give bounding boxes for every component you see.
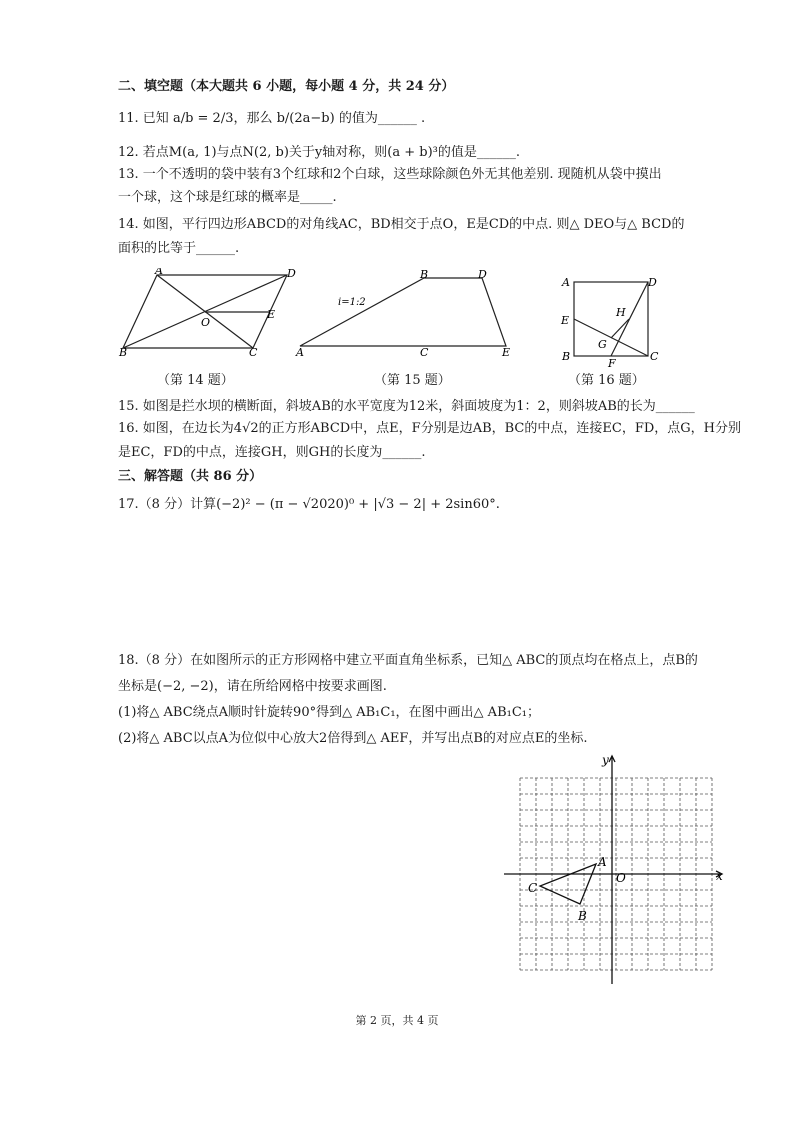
label-C: C xyxy=(420,346,429,359)
question-11: 11. 已知 a/b = 2/3，那么 b/(2a−b) 的值为______ . xyxy=(118,111,426,126)
section-2-title: 二、填空题（本大题共 6 小题，每小题 4 分，共 24 分） xyxy=(118,79,455,94)
question-18-part-1: (1)将△ ABC绕点A顺时针旋转90°得到△ AB₁C₁，在图中画出△ AB₁C₁； xyxy=(118,705,540,720)
point-B-label: B xyxy=(578,909,587,923)
question-14-line-1: 14. 如图，平行四边形ABCD的对角线AC，BD相交于点O，E是CD的中点. 则△ DEO与△ BCD的 xyxy=(118,217,685,232)
y-axis-label: y xyxy=(602,753,609,767)
label-D: D xyxy=(648,276,657,289)
figure-14 xyxy=(115,268,300,364)
figure-16-caption: （第 16 题） xyxy=(568,373,645,388)
point-C-label: C xyxy=(528,881,538,895)
question-18-line-2: 坐标是(−2, −2)，请在所给网格中按要求画图. xyxy=(118,679,387,694)
label-G: G xyxy=(598,338,607,351)
point-A-label: A xyxy=(598,855,607,869)
slope-label: i=1:2 xyxy=(338,297,366,308)
label-E: E xyxy=(267,308,276,321)
x-axis-label: x xyxy=(716,869,723,883)
label-O: O xyxy=(201,316,211,329)
label-A: A xyxy=(296,346,304,359)
question-16-line-2: 是EC，FD的中点，连接GH，则GH的长度为______. xyxy=(118,445,426,460)
question-13-line-2: 一个球，这个球是红球的概率是_____. xyxy=(118,190,337,205)
section-3-title: 三、解答题（共 86 分） xyxy=(118,469,263,484)
label-B: B xyxy=(420,268,429,281)
label-C: C xyxy=(650,350,659,363)
figure-14-caption: （第 14 题） xyxy=(157,373,234,388)
label-E: E xyxy=(502,346,511,359)
label-D: D xyxy=(287,268,296,280)
figure-16 xyxy=(558,268,668,372)
question-13-line-1: 13. 一个不透明的袋中装有3个红球和2个白球，这些球除颜色外无其他差别. 现随机从袋中摸出 xyxy=(118,167,662,182)
origin-label: O xyxy=(616,871,626,885)
label-F: F xyxy=(608,357,616,368)
question-18-part-2: (2)将△ ABC以点A为位似中心放大2倍得到△ AEF，并写出点B的对应点E的坐标. xyxy=(118,731,588,746)
page-footer: 第 2 页，共 4 页 xyxy=(355,1014,439,1027)
question-18-line-1: 18.（8 分）在如图所示的正方形网格中建立平面直角坐标系，已知△ ABC的顶点均在格点上，点B的 xyxy=(118,653,698,668)
figure-15 xyxy=(292,268,517,364)
question-12: 12. 若点M(a, 1)与点N(2, b)关于y轴对称，则(a + b)³的值是______. xyxy=(118,145,520,160)
question-17: 17.（8 分）计算(−2)² − (π − √2020)⁰ + |√3 − 2| + 2sin60°. xyxy=(118,497,500,512)
label-A: A xyxy=(155,268,163,277)
figure-15-caption: （第 15 题） xyxy=(374,373,451,388)
label-A: A xyxy=(562,276,570,289)
label-B: B xyxy=(562,350,571,363)
question-14-line-2: 面积的比等于______. xyxy=(118,241,240,256)
label-C: C xyxy=(249,346,258,359)
label-E: E xyxy=(561,314,570,327)
coordinate-grid xyxy=(500,752,730,992)
label-D: D xyxy=(478,268,487,281)
label-H: H xyxy=(616,306,626,319)
label-B: B xyxy=(119,346,128,359)
question-15: 15. 如图是拦水坝的横断面，斜坡AB的水平宽度为12米，斜面坡度为1：2，则斜坡AB的长为______ xyxy=(118,399,695,414)
question-16-line-1: 16. 如图，在边长为4√2的正方形ABCD中，点E，F分别是边AB，BC的中点，连接EC，FD，点G，H分别 xyxy=(118,421,741,436)
